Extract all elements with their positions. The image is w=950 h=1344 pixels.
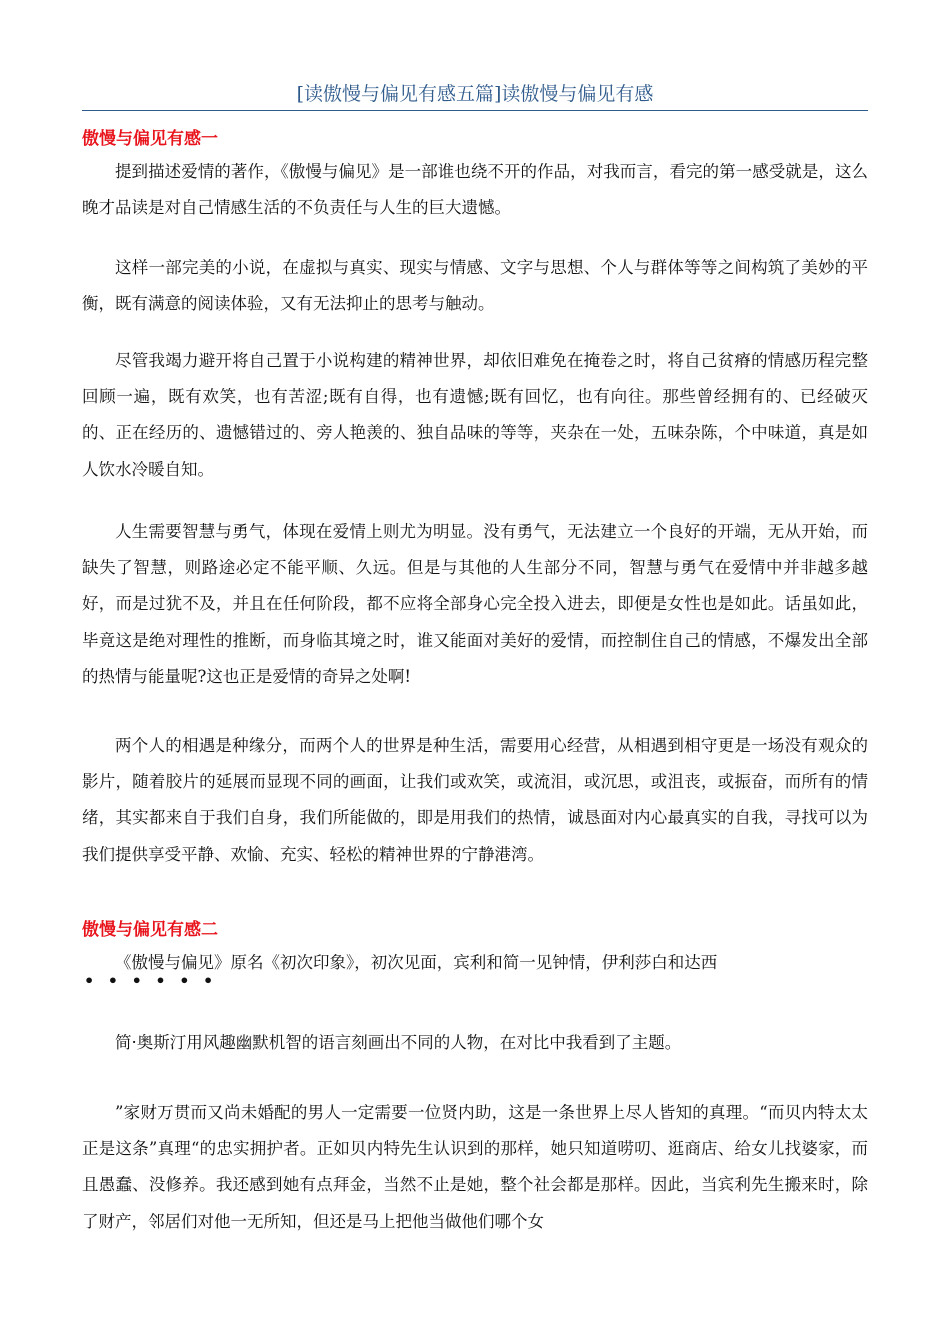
ellipsis-visible: • • • • • • xyxy=(84,971,218,990)
document-title: [读傲慢与偏见有感五篇]读傲慢与偏见有感 xyxy=(296,83,654,105)
paragraph: 两个人的相遇是种缘分，而两个人的世界是种生活，需要用心经营，从相遇到相守更是一场没有观众的影片，随着胶片的延展而显现不同的画面，让我们或欢笑，或流泪，或沉思，或沮丧，或振奋，而所有的情绪，其实都来自于我们自身，我们所能做的，即是用我们的热情，诚恳面对内心最真实的自我，寻找可以为我们提供享受平静、欢愉、充实、轻松的精神世界的宁静港湾。 xyxy=(82,736,868,864)
title-underline xyxy=(82,110,868,111)
section-heading-2: 傲慢与偏见有感二 xyxy=(82,920,218,940)
paragraph: 提到描述爱情的著作，《傲慢与偏见》是一部谁也绕不开的作品，对我而言，看完的第一感受就是，这么晚才品读是对自己情感生活的不负责任与人生的巨大遗憾。 xyxy=(82,162,868,218)
paragraph: 尽管我竭力避开将自己置于小说构建的精神世界，却依旧难免在掩卷之时，将自己贫瘠的情感历程完整回顾一遍，既有欢笑，也有苦涩;既有自得，也有遗憾;既有回忆，也有向往。那些曾经拥有的、已经破灭的、正在经历的、遗憾错过的、旁人艳羡的、独自品味的等等，夹杂在一处，五味杂陈，个中味道，真是如人饮水冷暖自知。 xyxy=(82,351,868,479)
paragraph: ”家财万贯而又尚未婚配的男人一定需要一位贤内助，这是一条世界上尽人皆知的真理。“而贝内特太太正是这条”真理“的忠实拥护者。正如贝内特先生认识到的那样，她只知道唠叨、逛商店、给女儿找婆家，而且愚蠢、没修养。我还感到她有点拜金，当然不止是她，整个社会都是那样。因此，当宾利先生搬来时，除了财产，邻居们对他一无所知，但还是马上把他当做他们哪个女 xyxy=(82,1103,868,1231)
paragraph: 这样一部完美的小说，在虚拟与真实、现实与情感、文字与思想、个人与群体等等之间构筑了美妙的平衡，既有满意的阅读体验，又有无法抑止的思考与触动。 xyxy=(82,258,868,314)
paragraph: 简·奥斯汀用风趣幽默机智的语言刻画出不同的人物，在对比中我看到了主题。 xyxy=(115,1033,682,1052)
section-heading-1: 傲慢与偏见有感一 xyxy=(82,129,218,149)
paragraph: 《傲慢与偏见》原名《初次印象》，初次见面，宾利和简一见钟情，伊利莎白和达西 xyxy=(115,953,718,972)
ellipsis-dots xyxy=(84,969,217,993)
paragraph: 人生需要智慧与勇气，体现在爱情上则尤为明显。没有勇气，无法建立一个良好的开端，无从开始，而缺失了智慧，则路途必定不能平顺、久远。但是与其他的人生部分不同，智慧与勇气在爱情中并非越多越好，而是过犹不及，并且在任何阶段，都不应将全部身心完全投入进去，即便是女性也是如此。话虽如此，毕竟这是绝对理性的推断，而身临其境之时，谁又能面对美好的爱情，而控制住自己的情感，不爆发出全部的热情与能量呢?这也正是爱情的奇异之处啊! xyxy=(82,522,868,686)
